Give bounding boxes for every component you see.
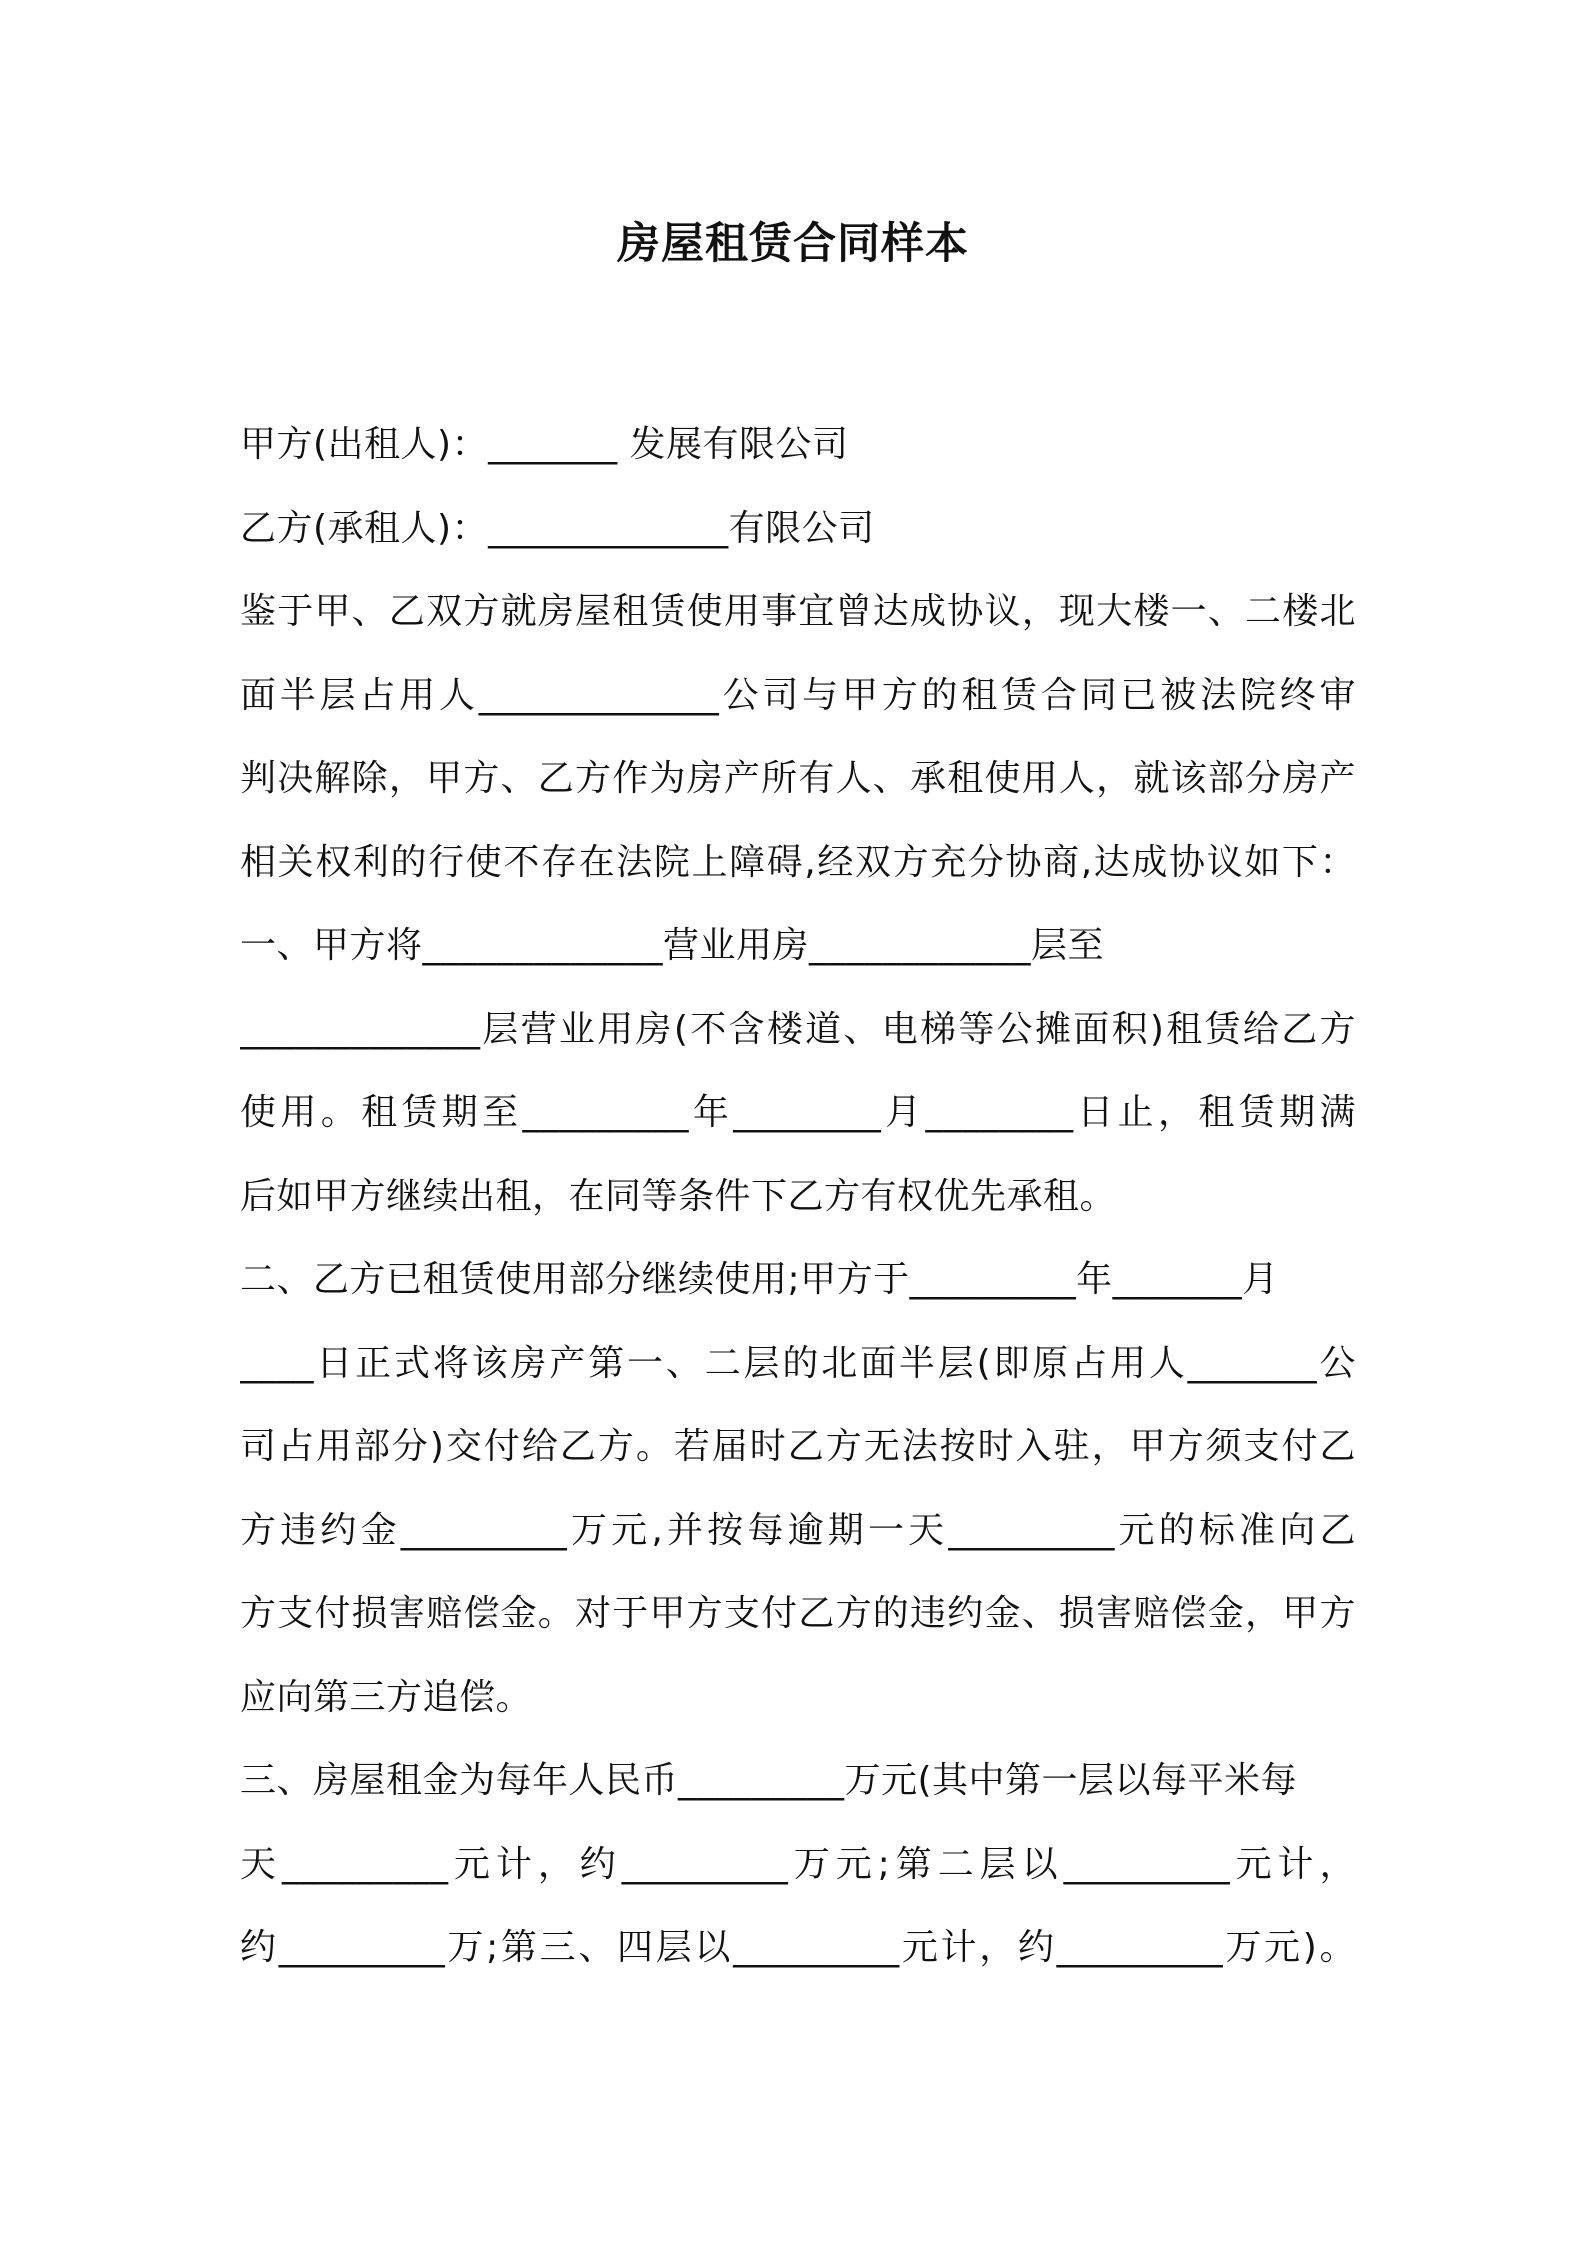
paragraph-line: 判决解除，甲方、乙方作为房产所有人、承租使用人，就该部分房产 <box>240 758 1356 799</box>
clause-2-line: 方违约金_________万元,并按每逾期一天_________元的标准向乙 <box>240 1509 1356 1551</box>
clause-1-line: 一、甲方将_____________营业用房____________层至 <box>240 925 1105 966</box>
clause-2-line: ____日正式将该房产第一、二层的北面半层(即原占用人_______公 <box>240 1342 1356 1384</box>
clause-2-line: 应向第三方追偿。 <box>240 1676 533 1718</box>
clause-3-line: 三、房屋租金为每年人民币_________万元(其中第一层以每平米每 <box>240 1760 1298 1801</box>
party-a-line: 甲方(出租人)：_______ 发展有限公司 <box>240 424 849 465</box>
clause-2-line: 方支付损害赔偿金。对于甲方支付乙方的违约金、损害赔偿金，甲方 <box>240 1593 1356 1634</box>
clause-3-line: 天_________元计，约_________万元;第二层以_________元计， <box>240 1843 1356 1885</box>
paragraph-line: 面半层占用人_____________公司与甲方的租赁合同已被法院终审 <box>240 674 1356 716</box>
clause-3-line: 约_________万;第三、四层以_________元计，约_________万元)。 <box>240 1927 1356 1968</box>
clause-2-line: 司占用部分)交付给乙方。若届时乙方无法按时入驻，甲方须支付乙 <box>240 1426 1356 1467</box>
document-title: 房屋租赁合同样本 <box>617 219 969 269</box>
paragraph-line: 相关权利的行使不存在法院上障碍,经双方充分协商,达成协议如下： <box>240 841 1356 883</box>
document-body <box>240 403 1356 1990</box>
paragraph-line: 鉴于甲、乙双方就房屋租赁使用事宜曾达成协议，现大楼一、二楼北 <box>240 591 1356 632</box>
party-b-line: 乙方(承租人)：_____________有限公司 <box>240 507 875 549</box>
clause-1-line: 使用。租赁期至_________年________月________日止，租赁期满 <box>240 1092 1356 1133</box>
clause-1-line: 后如甲方继续出租，在同等条件下乙方有权优先承租。 <box>240 1175 1117 1217</box>
clause-1-line: _____________层营业用房(不含楼道、电梯等公摊面积)租赁给乙方 <box>240 1008 1356 1050</box>
clause-2-line: 二、乙方已租赁使用部分继续使用;甲方于_________年_______月 <box>240 1259 1279 1300</box>
